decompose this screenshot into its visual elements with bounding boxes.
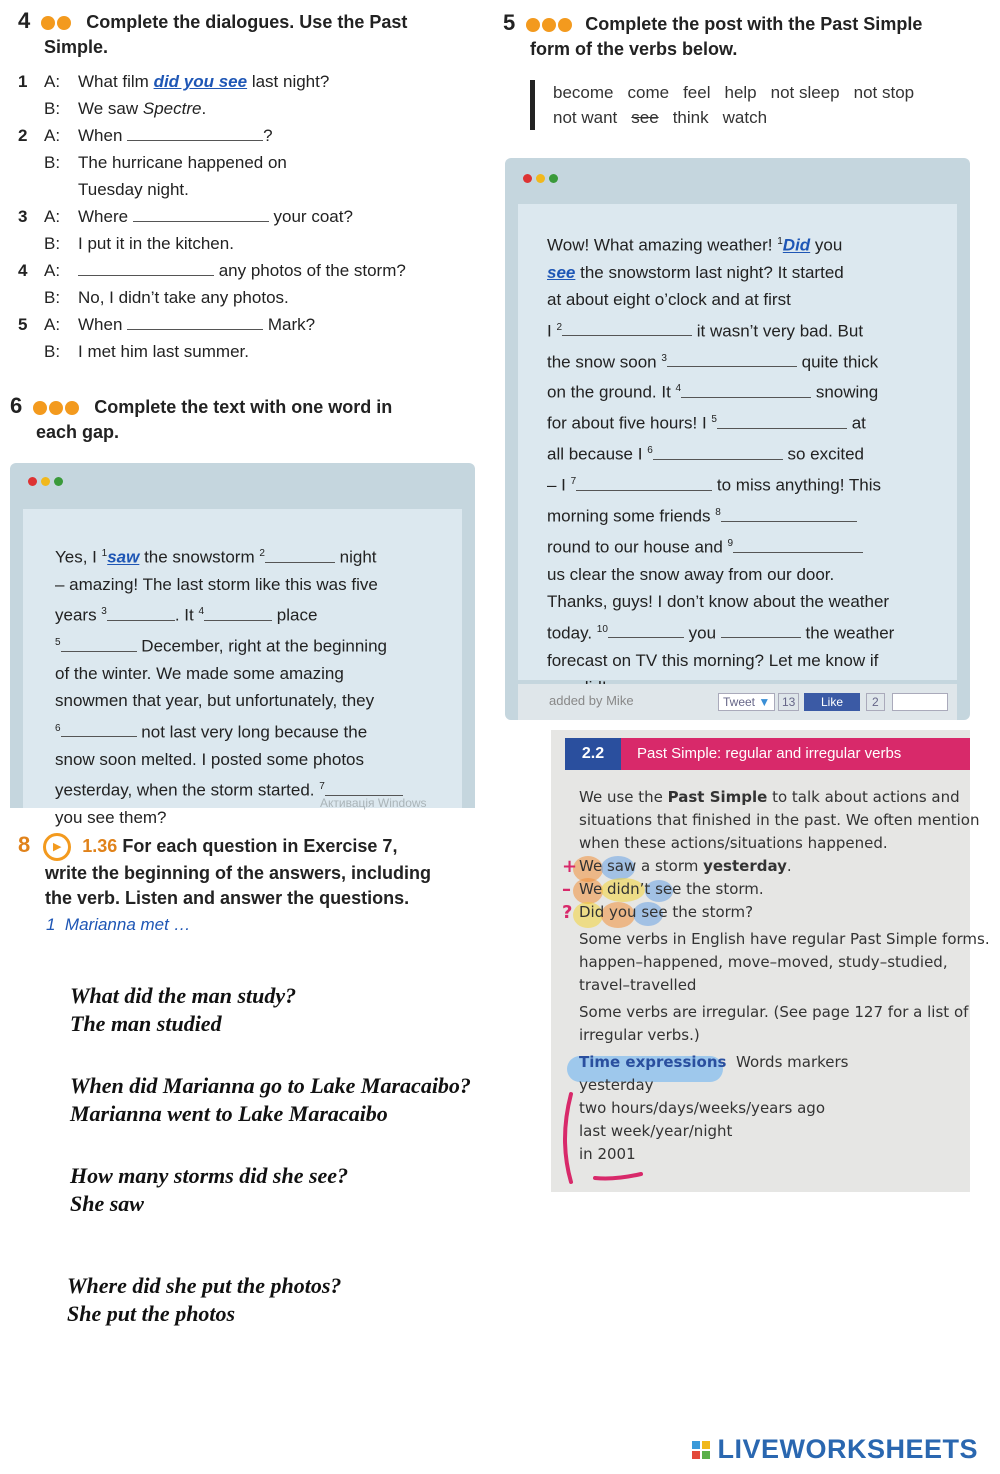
added-by: added by Mike <box>549 693 634 708</box>
dialogue-line: The hurricane happened on <box>78 153 287 172</box>
item-number: 2 <box>18 126 28 145</box>
answer-gap[interactable] <box>721 623 801 638</box>
instruction: Complete the text with one word in <box>94 397 393 417</box>
answer-gap[interactable] <box>667 352 797 367</box>
grammar-header <box>565 738 970 770</box>
like-button[interactable]: Like <box>804 693 860 711</box>
answer-gap[interactable] <box>78 261 214 276</box>
item-number: 3 <box>18 207 28 226</box>
word: see <box>631 108 659 127</box>
grammar-title: Past Simple: regular and irregular verbs <box>621 738 970 770</box>
word: not want <box>553 108 618 127</box>
dialogue-line: Tuesday night. <box>78 180 189 199</box>
instruction: Complete the post with the Past Simple <box>585 14 923 34</box>
question: When did Marianna go to Lake Maracaibo? <box>70 1073 471 1098</box>
instruction-line-2: Simple. <box>44 37 109 57</box>
qa-block-4 <box>67 1272 341 1328</box>
blog-post-card <box>505 158 970 720</box>
word: help <box>724 83 757 102</box>
word: not stop <box>853 83 915 102</box>
answer-gap[interactable] <box>204 606 272 621</box>
answer-gap[interactable] <box>325 781 403 796</box>
speaker-a: A: <box>44 72 61 91</box>
answer-start[interactable]: Marianna went to Lake Maracaibo <box>70 1101 388 1126</box>
answer-start[interactable]: The man studied <box>70 1011 222 1036</box>
word-box <box>530 80 993 130</box>
story-text: Yes, I $^1$saw the snowstorm $^2$ night – amazing! The last storm like this was five years $^3$ . It $^4$ place $^5$ December, right at the beginning of the winter. We made some amazing snowmen that year, but unfortunately, they $^6$ not last very long because the snow soon melted. I posted some photos yesterday, when the storm started. $^7$ you see them? <box>55 540 403 831</box>
speaker-b: B: <box>44 234 61 253</box>
dialogue-line: any photos of the storm? <box>78 257 406 284</box>
question: What did the man study? <box>70 983 297 1008</box>
example-answer: did you see <box>153 72 248 91</box>
exercise-number: 6 <box>10 393 23 418</box>
answer-gap[interactable] <box>133 207 269 222</box>
instruction: Complete the dialogues. Use the Past <box>86 12 408 32</box>
instruction-line-2: write the beginning of the answers, including <box>45 863 432 884</box>
minus-mark: – <box>562 879 571 900</box>
answer-gap[interactable] <box>562 321 692 336</box>
window-dots-icon <box>28 473 67 491</box>
brand-name: LIVEWORKSHEETS <box>717 1434 978 1464</box>
windows-watermark: Активація Windows <box>320 796 427 810</box>
answer-gap[interactable] <box>61 637 137 652</box>
qa-block-2 <box>70 1072 471 1128</box>
answer-gap[interactable] <box>717 414 847 429</box>
item-number: 1 <box>18 72 28 91</box>
exercise-number: 8 <box>18 832 31 857</box>
speaker-a: A: <box>44 126 61 145</box>
speaker-a: A: <box>44 207 61 226</box>
word: become <box>553 83 614 102</box>
exercise-5 <box>503 10 983 62</box>
dialogue-line: When Mark? <box>78 315 316 334</box>
speaker-a: A: <box>44 315 61 334</box>
instruction-line-2: form of the verbs below. <box>530 39 738 59</box>
speaker-b: B: <box>44 288 61 307</box>
answer-gap[interactable] <box>733 538 863 553</box>
word: come <box>627 83 670 102</box>
share-box[interactable] <box>892 693 948 711</box>
answer-gap[interactable] <box>608 623 684 638</box>
track-number: 1.36 <box>82 836 118 856</box>
exercise-number: 5 <box>503 10 516 35</box>
item-number: 5 <box>18 315 28 334</box>
dialogue-line: We saw Spectre. <box>78 99 207 118</box>
dialogue-line: No, I didn’t take any photos. <box>78 288 289 307</box>
word: think <box>672 108 709 127</box>
pen-bracket-icon <box>557 1090 647 1190</box>
speaker-b: B: <box>44 99 61 118</box>
answer-gap[interactable] <box>127 315 263 330</box>
answer-gap[interactable] <box>127 126 263 141</box>
dialogue-line: Where your coat? <box>78 207 353 226</box>
dialogue-line: I met him last summer. <box>78 342 249 361</box>
exercise-number: 4 <box>18 8 31 33</box>
grammar-number: 2.2 <box>565 738 621 770</box>
word: feel <box>683 83 711 102</box>
word-row-2 <box>553 105 993 130</box>
liveworksheets-logo <box>692 1434 978 1465</box>
answer-gap[interactable] <box>721 507 857 522</box>
exercise-6 <box>10 393 480 445</box>
answer-start[interactable]: She put the photos <box>67 1301 236 1326</box>
question: Where did she put the photos? <box>67 1273 342 1298</box>
speaker-b: B: <box>44 342 61 361</box>
word-row-1 <box>553 80 993 105</box>
item-number: 4 <box>18 261 28 280</box>
question: How many storms did she see? <box>70 1163 349 1188</box>
example-answer: see <box>547 262 576 282</box>
speaker-a: A: <box>44 261 61 280</box>
answer-start[interactable]: She saw <box>70 1191 144 1216</box>
answer-gap[interactable] <box>61 722 137 737</box>
answer-gap[interactable] <box>681 383 811 398</box>
tweet-count: 13 <box>778 693 799 711</box>
answer-gap[interactable] <box>107 606 175 621</box>
instruction: For each question in Exercise 7, <box>122 836 398 856</box>
exercise-4 <box>18 8 488 365</box>
dialogue-line: I put it in the kitchen. <box>78 234 234 253</box>
post-text: Wow! What amazing weather! $^1$Did you see the snowstorm last night? It started at about eight o’clock and at first I $^2$ it wasn’t very bad. But the snow soon $^3$ quite thick on the ground. It $^4$ snowing for about five hours! I $^5$ at all because I $^6$ so excited – I $^7$ to miss anything! This morning some friends $^8$ round to our house and $^9$ us clear the snow away from our door. Thanks, guys! I don’t know about the weather today. $^{10}$ you the weather forecast on TV this morning? Let me know if <box>547 235 895 670</box>
qa-block-3 <box>70 1162 348 1218</box>
instruction-line-2: each gap. <box>36 422 120 442</box>
answer-gap[interactable] <box>653 445 783 460</box>
qa-block-1 <box>70 982 296 1038</box>
window-dots-icon <box>523 170 562 188</box>
dialogue-line: What film did you see last night? <box>78 72 330 91</box>
plus-mark: + <box>562 856 578 877</box>
difficulty-dots-icon <box>526 14 574 34</box>
text-card <box>10 463 475 827</box>
dialogue-line: When ? <box>78 126 273 145</box>
question-mark: ? <box>562 902 573 923</box>
words-markers-label: Words markers <box>736 1053 849 1071</box>
post-footer <box>518 684 957 720</box>
word: watch <box>722 108 768 127</box>
example-answer: saw <box>107 547 140 567</box>
difficulty-dots-icon <box>33 397 81 417</box>
grammar-text: We use the Past Simple to talk about actions and situations that finished in the past. We often mention when these actions/situations happened. + We saw a storm yesterday. – We didn’t see the storm. ? Did you see the storm? Some verbs in English have regular Past Simple forms. happen–happened, move–moved, study–studied, travel–travelled Some verbs are irregular. (See page 127 for a list of irregular verbs.) Time expressions Words markers yesterday two hours/days/weeks/years ago last week/year/night in 2001 <box>562 788 990 1163</box>
example-line: 1 Marianna met … <box>46 915 191 935</box>
audio-icon[interactable]: ▶ <box>43 833 71 861</box>
difficulty-dots-icon <box>41 12 73 32</box>
example-answer: Did <box>782 235 811 255</box>
like-count: 2 <box>866 693 885 711</box>
tweet-button[interactable]: Tweet ▼ <box>718 693 775 711</box>
word: not sleep <box>770 83 840 102</box>
speaker-b: B: <box>44 153 61 172</box>
answer-gap[interactable] <box>265 548 335 563</box>
logo-grid-icon <box>692 1441 710 1459</box>
twitter-bird-icon: ▼ <box>758 695 771 709</box>
grammar-box <box>551 730 990 1192</box>
exercise-8 <box>18 832 488 939</box>
time-expressions-label: Time expressions <box>579 1053 727 1071</box>
instruction-line-3: the verb. Listen and answer the questions. <box>45 888 410 909</box>
answer-gap[interactable] <box>576 476 712 491</box>
